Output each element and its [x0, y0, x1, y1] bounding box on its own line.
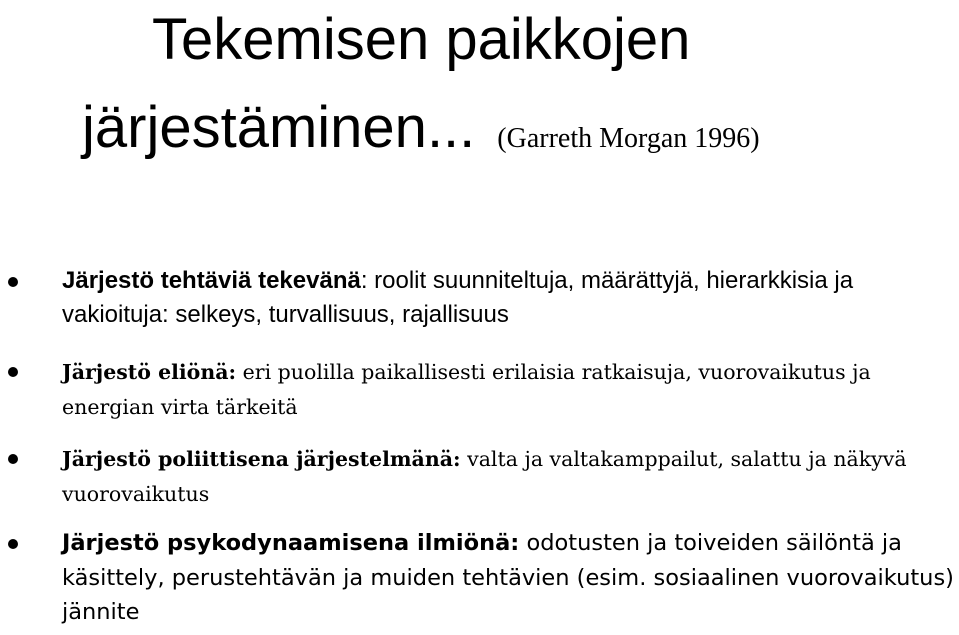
bullet-text: valta ja valtakamppailut, salattu ja näkyvä vuorovaikutus: [62, 447, 907, 506]
bullet-lead: Järjestö eliönä:: [62, 360, 237, 384]
title-line-2-text: järjestäminen...: [82, 95, 476, 160]
citation: (Garreth Morgan 1996): [497, 123, 760, 154]
bullet-text: eri puolilla paikallisesti erilaisia ratkaisuja, vuorovaikutus ja energian virta tärkeitä: [62, 360, 871, 419]
bullet-item-tasks: [62, 264, 957, 332]
bullet-item-psychodynamic: [62, 526, 957, 630]
bullet-lead: Järjestö poliittisena järjestelmänä:: [62, 447, 461, 471]
slide-title: [82, 0, 760, 179]
bullet-text: odotusten ja toiveiden säilöntä ja käsittely, perustehtävän ja muiden tehtävien (esim. sosiaalinen vuorovaikutus) jännite: [62, 530, 954, 625]
bullet-item-organism: [62, 355, 957, 425]
bullet-lead: Järjestö psykodynaamisena ilmiönä:: [62, 530, 520, 556]
title-line-1: Tekemisen paikkojen: [152, 7, 691, 72]
bullet-item-political: [62, 442, 957, 512]
bullet-text: : roolit suunniteltuja, määrättyjä, hierarkkisia ja vakioituja: selkeys, turvallisuus, rajallisuus: [62, 267, 854, 328]
title-line-2: [82, 88, 760, 179]
bullet-lead: Järjestö tehtäviä tekevänä: [62, 267, 361, 294]
